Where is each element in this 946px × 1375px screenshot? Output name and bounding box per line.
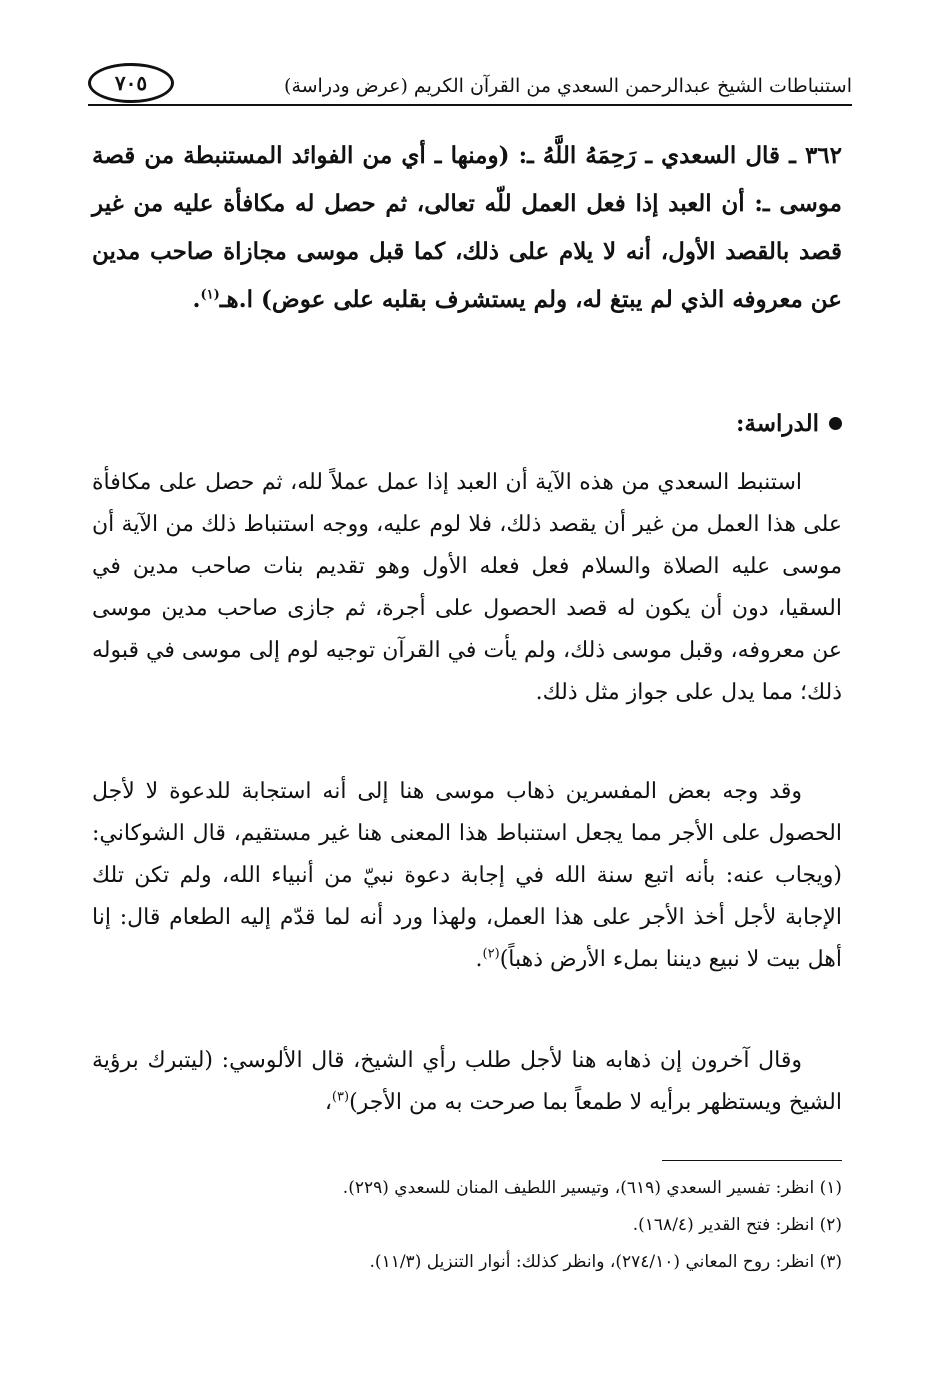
footnote-ref-3[interactable]: (٣)	[331, 1089, 350, 1105]
footnote-ref-2[interactable]: (٢)	[482, 946, 500, 962]
footnote-ref-1[interactable]: (١)	[200, 287, 220, 303]
study-paragraph-3	[92, 1040, 842, 1124]
paragraph-3-end: ،	[324, 1090, 332, 1115]
paragraph-2-text: وقد وجه بعض المفسرين ذهاب موسى هنا إلى أنه استجابة للدعوة لا لأجل الحصول على الأجر مما يجعل استنباط هذا المعنى هنا غير مستقيم، قال الشوكاني: (ويجاب عنه: بأنه اتبع سنة الله في إجابة دعوة نبيّ من أنبياء الله، ولم تكن تلك الإجابة لأجل أخذ الأجر على هذا العمل، ولهذا ورد أنه لما قدّم إليه الطعام قال: إنا أهل بيت لا نبيع ديننا بملء الأرض ذهباً)	[92, 779, 842, 972]
header-divider	[88, 104, 852, 106]
quote-end: .	[192, 286, 201, 313]
footnote-2: (٢) انظر: فتح القدير (١٦٨/٤).	[632, 1215, 842, 1235]
paragraph-3-text: وقال آخرون إن ذهابه هنا لأجل طلب رأي الشيخ، قال الألوسي: (ليتبرك برؤية الشيخ ويستظهر برأيه لا طمعاً بما صرحت به من الأجر)	[92, 1048, 842, 1115]
quote-paragraph	[92, 132, 842, 324]
study-paragraph-1	[92, 462, 842, 714]
study-paragraph-2	[92, 771, 842, 981]
bullet-icon	[829, 417, 842, 430]
footnote-1: (١) انظر: تفسير السعدي (٦١٩)، وتيسير اللطيف المنان للسعدي (٢٢٩).	[342, 1178, 842, 1198]
page-header	[88, 58, 852, 106]
footnote-3: (٣) انظر: روح المعاني (٢٧٤/١٠)، وانظر كذلك: أنوار التنزيل (١١/٣).	[369, 1252, 842, 1272]
footnotes	[102, 1170, 842, 1281]
paragraph-1-text: استنبط السعدي من هذه الآية أن العبد إذا عمل عملاً لله، ثم حصل على مكافأة على هذا العمل من غير أن يقصد ذلك، فلا لوم عليه، ووجه استنباط ذلك من الآية أن موسى عليه الصلاة والسلام فعل فعله الأول وهو تقديم بنات صاحب مدين في السقيا، دون أن يكون له قصد الحصول على أجرة، ثم جازى صاحب مدين موسى عن معروفه، وقبل موسى ذلك، ولم يأت في القرآن توجيه لوم إلى موسى في قبوله ذلك؛ مما يدل على جواز مثل ذلك.	[92, 470, 842, 705]
page-number: ٧٠٥	[88, 63, 174, 103]
running-title: استنباطات الشيخ عبدالرحمن السعدي من القرآن الكريم (عرض ودراسة)	[284, 75, 852, 97]
paragraph-2-end: .	[475, 947, 483, 972]
quote-text: ٣٦٢ ـ قال السعدي ـ رَحِمَهُ اللَّهُ ـ: (ومنها ـ أي من الفوائد المستنبطة من قصة موسى ـ: أن العبد إذا فعل العمل للّه تعالى، ثم حصل له مكافأة عليه من غير قصد بالقصد الأول، أنه لا يلام على ذلك، كما قبل موسى مجازاة صاحب مدين عن معروفه الذي لم يبتغ له، ولم يستشرف بقلبه على عوض) ا.هـ	[92, 142, 842, 313]
footnote-divider	[662, 1160, 842, 1161]
section-heading	[736, 410, 842, 437]
section-heading-text: الدراسة:	[735, 410, 819, 437]
